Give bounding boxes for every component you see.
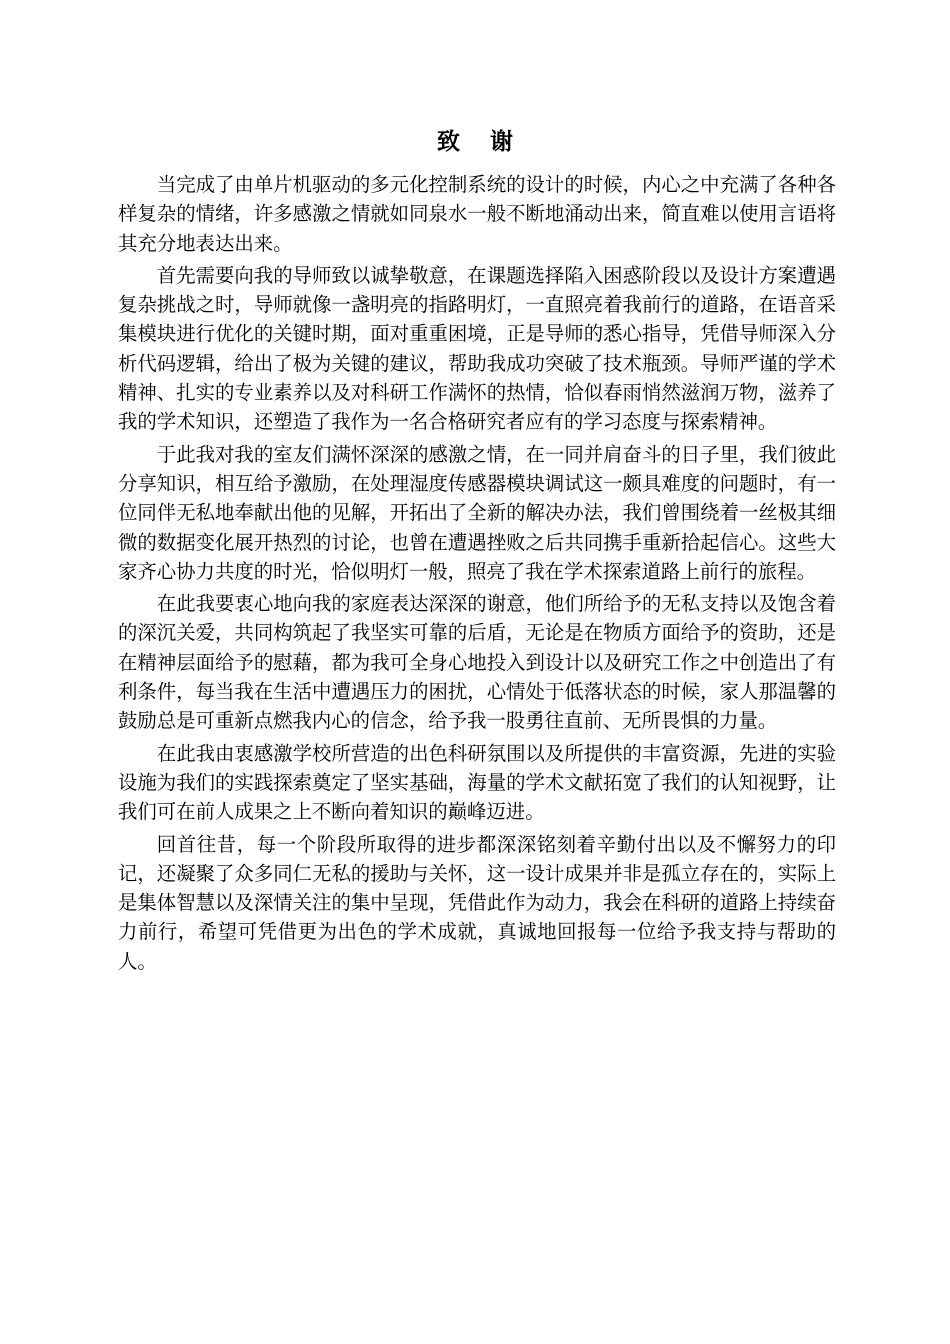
- acknowledgement-body: [118, 170, 836, 976]
- paragraph-4: 在此我要衷心地向我的家庭表达深深的谢意，他们所给予的无私支持以及饱含着的深沉关爱，共同构筑起了我坚实可靠的后盾，无论是在物质方面给予的资助，还是在精神层面给予的慰藉，都为我可全身心地投入到设计以及研究工作之中创造出了有利条件，每当我在生活中遭遇压力的困扰，心情处于低落状态的时候，家人那温馨的鼓励总是可重新点燃我内心的信念，给予我一股勇往直前、无所畏惧的力量。: [118, 592, 836, 733]
- page-title: 致谢: [437, 129, 543, 155]
- paragraph-5: 在此我由衷感激学校所营造的出色科研氛围以及所提供的丰富资源，先进的实验设施为我们的实践探索奠定了坚实基础，海量的学术文献拓宽了我们的认知视野，让我们可在前人成果之上不断向着知识的巅峰迈进。: [118, 741, 836, 824]
- paragraph-1: 当完成了由单片机驱动的多元化控制系统的设计的时候，内心之中充满了各种各样复杂的情绪，许多感激之情就如同泉水一般不断地涌动出来，简直难以使用言语将其充分地表达出来。: [118, 173, 836, 255]
- paragraph-3: 于此我对我的室友们满怀深深的感激之情，在一同并肩奋斗的日子里，我们彼此分享知识，相互给予激励，在处理湿度传感器模块调试这一颇具难度的问题时，有一位同伴无私地奉献出他的见解，开拓出了全新的解决办法，我们曾围绕着一丝极其细微的数据变化展开热烈的讨论，也曾在遭遇挫败之后共同携手重新拾起信心。这些大家齐心协力共度的时光，恰似明灯一般，照亮了我在学术探索道路上前行的旅程。: [118, 442, 836, 583]
- paragraph-2: 首先需要向我的导师致以诚挚敬意，在课题选择陷入困惑阶段以及设计方案遭遇复杂挑战之时，导师就像一盏明亮的指路明灯，一直照亮着我前行的道路，在语音采集模块进行优化的关键时期，面对重重困境，正是导师的悉心指导，凭借导师深入分析代码逻辑，给出了极为关键的建议，帮助我成功突破了技术瓶颈。导师严谨的学术精神、扎实的专业素养以及对科研工作满怀的热情，恰似春雨悄然滋润万物，滋养了我的学术知识，还塑造了我作为一名合格研究者应有的学习态度与探索精神。: [118, 263, 836, 434]
- paragraph-6: 回首往昔，每一个阶段所取得的进步都深深铭刻着辛勤付出以及不懈努力的印记，还凝聚了众多同仁无私的援助与关怀，这一设计成果并非是孤立存在的，实际上是集体智慧以及深情关注的集中呈现，凭借此作为动力，我会在科研的道路上持续奋力前行，希望可凭借更为出色的学术成就，真诚地回报每一位给予我支持与帮助的人。: [118, 832, 836, 973]
